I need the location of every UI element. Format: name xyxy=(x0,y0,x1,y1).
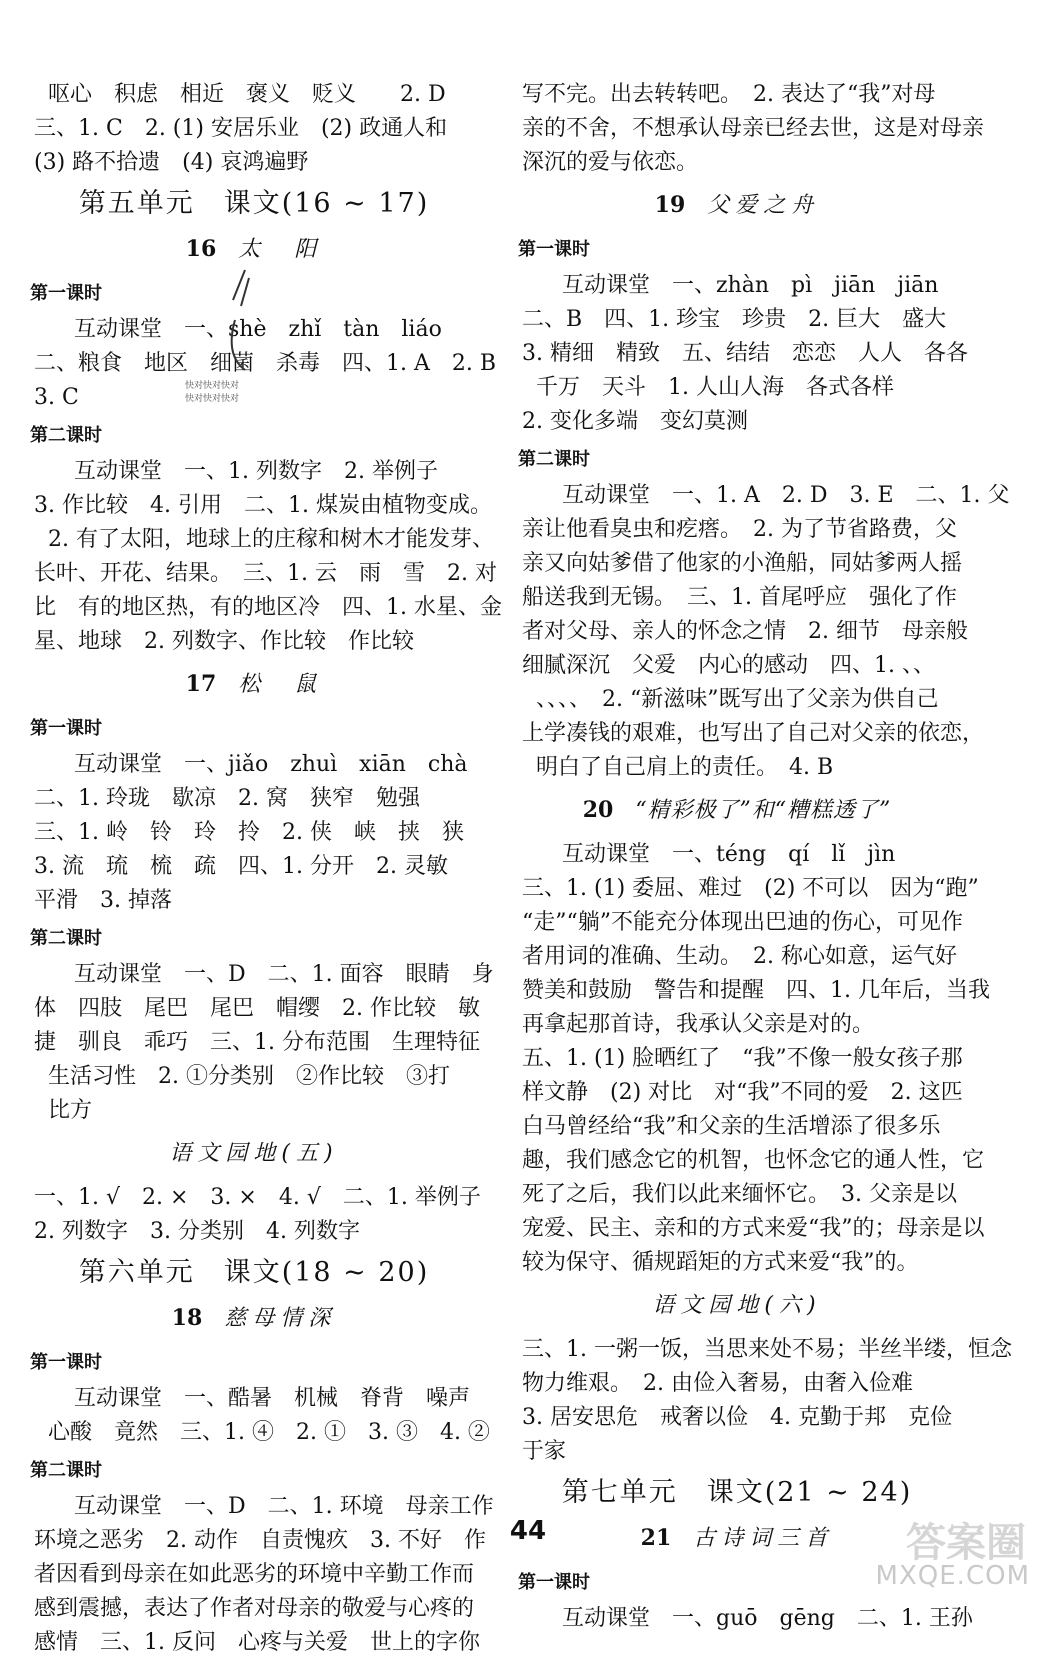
unit-6-title: 第六单元 课文(18 ~ 20) xyxy=(78,1257,430,1288)
period-label: 第一课时 xyxy=(30,718,102,739)
lesson-number: 17 xyxy=(185,671,217,697)
lesson-number: 20 xyxy=(582,797,614,823)
answer-line: 亲让他看臭虫和疙瘩。 2. 为了节省路费，父 xyxy=(522,517,957,542)
answer-line: 深沉的爱与依恋。 xyxy=(522,150,699,175)
answer-line: 三、1. C 2. (1) 安居乐业 (2) 政通人和 xyxy=(34,116,448,141)
lesson-number: 18 xyxy=(171,1305,203,1331)
answer-line: 生活习性 2. ①分类别 ②作比较 ③打 xyxy=(48,1064,450,1089)
lesson-17-title xyxy=(34,667,474,702)
answer-line: 五、1. (1) 脸晒红了 “我”不像一般女孩子那 xyxy=(522,1046,963,1071)
answer-line: 平滑 3. 掉落 xyxy=(34,888,172,913)
answer-line: 、、、、 2. “新滋味”既写出了父亲为供自己 xyxy=(536,687,939,712)
answer-line: 写不完。出去转转吧。 2. 表达了“我”对母 xyxy=(522,82,936,107)
answer-line: 比方 xyxy=(48,1098,93,1123)
answer-line: 3. 作比较 4. 引用 二、1. 煤炭由植物变成。 xyxy=(34,493,492,518)
answer-line: 上学凑钱的艰难，也写出了自己对父亲的依恋， xyxy=(522,721,985,746)
answer-line: 互动课堂 一、1. 列数字 2. 举例子 xyxy=(74,459,438,484)
answer-line: 二、B 四、1. 珍宝 珍贵 2. 巨大 盛大 xyxy=(522,307,947,332)
handwritten-text: 快对快对快对 xyxy=(185,381,240,391)
answer-line: 二、1. 玲珑 歇凉 2. 窝 狭窄 勉强 xyxy=(34,786,420,811)
answer-line: 3. 精细 精致 五、结结 恋恋 人人 各各 xyxy=(522,341,968,366)
watermark-title: 答案圈 xyxy=(906,1520,1026,1566)
period-label: 第一课时 xyxy=(30,1352,102,1373)
answer-line: 二、粮食 地区 细菌 杀毒 四、1. A 2. B xyxy=(34,351,497,376)
lesson-19-title xyxy=(522,188,952,223)
lesson-18-title xyxy=(34,1301,474,1336)
answer-line: 捷 驯良 乖巧 三、1. 分布范围 生理特征 xyxy=(34,1030,480,1055)
answer-line: 3. 流 琉 梳 疏 四、1. 分开 2. 灵敏 xyxy=(34,854,448,879)
garden-name: 语文园地(六) xyxy=(652,1293,822,1318)
answer-line: 死了之后，我们以此来缅怀它。 3. 父亲是以 xyxy=(522,1182,957,1207)
answer-line: 互动课堂 一、zhàn pì jiān jiān xyxy=(562,273,939,298)
answer-line: 互动课堂 一、jiǎo zhuì xiān chà xyxy=(74,752,468,777)
answer-line: 呕心 积虑 相近 褒义 贬义 2. D xyxy=(48,82,446,107)
answer-line: 感到震撼，表达了作者对母亲的敬爱与心疼的 xyxy=(34,1596,475,1621)
garden-5-title xyxy=(34,1136,474,1171)
answer-line: 宠爱、民主、亲和的方式来爱“我”的；母亲是以 xyxy=(522,1216,985,1241)
answer-line: 赞美和鼓励 警告和提醒 四、1. 几年后，当我 xyxy=(522,978,990,1003)
answer-line: 千万 天斗 1. 人山人海 各式各样 xyxy=(536,375,894,400)
period-label: 第二课时 xyxy=(518,449,590,470)
answer-line: 物力维艰。 2. 由俭入奢易，由奢入俭难 xyxy=(522,1371,913,1396)
answer-line: 三、1. 一粥一饭，当思来处不易；半丝半缕，恒念 xyxy=(522,1337,1012,1362)
period-label: 第一课时 xyxy=(30,283,102,304)
answer-line: 白马曾经给“我”和父亲的生活增添了很多乐 xyxy=(522,1114,941,1139)
garden-6-title xyxy=(522,1288,952,1323)
answer-line: 者对父母、亲人的怀念之情 2. 细节 母亲般 xyxy=(522,619,968,644)
period-label: 第二课时 xyxy=(30,425,102,446)
lesson-number: 19 xyxy=(654,192,686,218)
answer-line: 三、1. (1) 委屈、难过 (2) 不可以 因为“跑” xyxy=(522,876,979,901)
lesson-name: 慈母情深 xyxy=(224,1306,337,1331)
answer-line: 2. 有了太阳，地球上的庄稼和树木才能发芽、 xyxy=(48,527,494,552)
answer-line: 互动课堂 一、téng qí lǐ jìn xyxy=(562,842,896,867)
answer-line: 比 有的地区热，有的地区冷 四、1. 水星、金 xyxy=(34,595,502,620)
answer-line: (3) 路不拾遗 (4) 哀鸿遍野 xyxy=(34,150,309,175)
answer-line: 长叶、开花、结果。 三、1. 云 雨 雪 2. 对 xyxy=(34,561,497,586)
answer-line: 者用词的准确、生动。 2. 称心如意，运气好 xyxy=(522,944,957,969)
answer-line: 2. 变化多端 变幻莫测 xyxy=(522,409,748,434)
answer-line: 于家 xyxy=(522,1439,567,1464)
answer-line: 明白了自己肩上的责任。 4. B xyxy=(536,755,834,780)
answer-line: 互动课堂 一、酷暑 机械 脊背 噪声 xyxy=(74,1386,471,1411)
lesson-name: 古诗词三首 xyxy=(693,1526,834,1551)
lesson-number: 16 xyxy=(185,236,217,262)
period-label: 第二课时 xyxy=(30,1460,102,1481)
answer-line: 环境之恶劣 2. 动作 自责愧疚 3. 不好 作 xyxy=(34,1528,486,1553)
answer-line: 体 四肢 尾巴 尾巴 帽缨 2. 作比较 敏 xyxy=(34,996,480,1021)
answer-line: 互动课堂 一、D 二、1. 面容 眼睛 身 xyxy=(74,962,494,987)
lesson-name: 父爱之舟 xyxy=(707,193,820,218)
lesson-name: 松 鼠 xyxy=(238,672,323,697)
answer-line: 再拿起那首诗，我承认父亲是对的。 xyxy=(522,1012,875,1037)
handwritten-note xyxy=(185,380,275,440)
unit-5-title: 第五单元 课文(16 ~ 17) xyxy=(78,188,430,219)
answer-line: 3. C xyxy=(34,385,79,410)
period-label: 第二课时 xyxy=(30,928,102,949)
answer-line: 趣，我们感念它的机智，也怀念它的通人性，它 xyxy=(522,1148,985,1173)
pen-stroke-icon xyxy=(205,260,285,390)
answer-line: 星、地球 2. 列数字、作比较 作比较 xyxy=(34,629,414,654)
answer-line: 感情 三、1. 反问 心疼与关爱 世上的字你 xyxy=(34,1630,480,1655)
answer-line: 亲又向姑爹借了他家的小渔船，同姑爹两人摇 xyxy=(522,551,963,576)
lesson-number: 21 xyxy=(640,1525,672,1551)
answer-line: “走”“躺”不能充分体现出巴迪的伤心，可见作 xyxy=(522,910,963,935)
answer-line: 亲的不舍，不想承认母亲已经去世，这是对母亲 xyxy=(522,116,985,141)
answer-line: 互动课堂 一、D 二、1. 环境 母亲工作 xyxy=(74,1494,494,1519)
answer-line: 互动课堂 一、guō gēng 二、1. 王孙 xyxy=(562,1606,973,1631)
answer-line: 样文静 (2) 对比 对“我”不同的爱 2. 这匹 xyxy=(522,1080,963,1105)
page-number: 44 xyxy=(509,1516,547,1546)
answer-line: 细腻深沉 父爱 内心的感动 四、1. 、、 xyxy=(522,653,935,678)
period-label: 第一课时 xyxy=(518,239,590,260)
answer-line: 船送我到无锡。 三、1. 首尾呼应 强化了作 xyxy=(522,585,957,610)
garden-name: 语文园地(五) xyxy=(169,1141,339,1166)
answer-line: 3. 居安思危 戒奢以俭 4. 克勤于邦 克俭 xyxy=(522,1405,952,1430)
handwritten-text: 快对快对快对 xyxy=(185,394,240,404)
lesson-name: 太 阳 xyxy=(238,237,323,262)
answer-line: 三、1. 岭 铃 玲 拎 2. 侠 峡 挟 狭 xyxy=(34,820,464,845)
watermark-logo xyxy=(816,1511,1036,1591)
answer-line: 较为保守、循规蹈矩的方式来爱“我”的。 xyxy=(522,1250,919,1275)
answer-line: 心酸 竟然 三、1. ④ 2. ① 3. ③ 4. ② xyxy=(48,1420,490,1445)
answer-line: 一、1. √ 2. × 3. × 4. √ 二、1. 举例子 xyxy=(34,1185,481,1210)
lesson-name: “精彩极了”和“糟糕透了” xyxy=(635,798,892,823)
answer-line: 互动课堂 一、shè zhǐ tàn liáo xyxy=(74,317,442,342)
period-label: 第一课时 xyxy=(518,1572,590,1593)
answer-line: 2. 列数字 3. 分类别 4. 列数字 xyxy=(34,1219,360,1244)
unit-7-title: 第七单元 课文(21 ~ 24) xyxy=(561,1477,913,1508)
lesson-20-title xyxy=(522,793,952,828)
watermark-url: MXQE.COM xyxy=(875,1561,1030,1591)
answer-line: 互动课堂 一、1. A 2. D 3. E 二、1. 父 xyxy=(562,483,1010,508)
answer-line: 者因看到母亲在如此恶劣的环境中辛勤工作而 xyxy=(34,1562,475,1587)
